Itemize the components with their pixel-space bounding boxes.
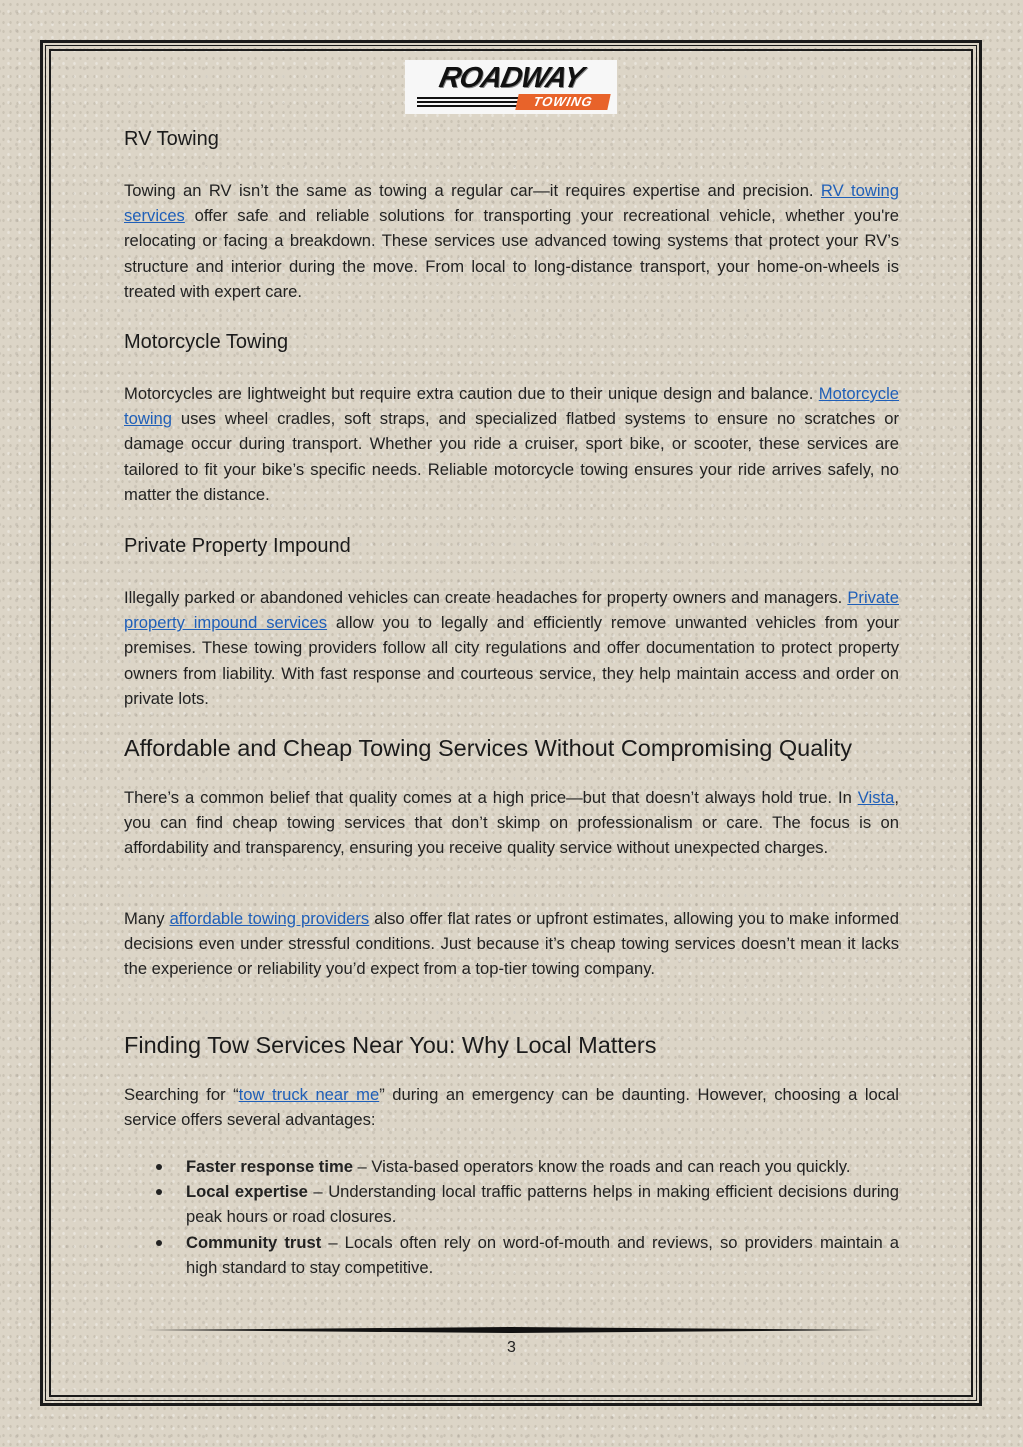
logo-speed-lines <box>417 97 527 107</box>
roadway-towing-logo <box>405 60 617 114</box>
bullet-icon <box>156 1164 162 1170</box>
logo-subtitle: TOWING <box>515 94 610 110</box>
link-tow-truck-near-me[interactable]: tow truck near me <box>238 1085 380 1104</box>
paragraph-rv-towing: Towing an RV isn’t the same as towing a regular car—it requires expertise and precision. RV towing services offer safe and reliable solutions for transporting your recreational vehicle, whether you're relocating or facing a breakdown. These services use advanced towing systems that protect your RV’s structure and interior during the move. From local to long-distance transport, your home-on-wheels is treated with expert care. <box>124 181 900 301</box>
link-vista[interactable]: Vista <box>857 788 895 807</box>
heading-private-property-impound: Private Property Impound <box>124 535 351 557</box>
list-item: Local expertise – Understanding local traffic patterns helps in making efficient decisions during peak hours or road closures. <box>124 1179 899 1229</box>
paragraph-motorcycle-towing: Motorcycles are lightweight but require extra caution due to their unique design and balance. Motorcycle towing uses wheel cradles, soft straps, and specialized flatbed systems to ensure no scratches or damage occur during transport. Whether you ride a cruiser, sport bike, or scooter, these services are tailored to fit your bike’s specific needs. Reliable motorcycle towing ensures your ride arrives safely, no matter the distance. <box>124 384 899 504</box>
link-affordable-towing-providers[interactable]: affordable towing providers <box>169 909 370 928</box>
link-motorcycle-towing[interactable]: Motorcycle towing <box>124 384 899 429</box>
list-item: Community trust – Locals often rely on word-of-mouth and reviews, so providers maintain a high standard to stay competitive. <box>124 1230 899 1280</box>
paragraph-finding-tow-services: Searching for “tow truck near me” during an emergency can be daunting. However, choosing a local service offers several advantages: <box>124 1085 899 1130</box>
page-number: 3 <box>507 1339 516 1356</box>
link-rv-towing-services[interactable]: RV towing services <box>124 181 900 226</box>
paragraph-affordable-towing-2: Many affordable towing providers also offer flat rates or upfront estimates, allowing you to make informed decisions even under stressful conditions. Just because it’s cheap towing services doesn’t mean it lacks the experience or reliability you’d expect from a top-tier towing company. <box>124 909 900 979</box>
bullet-icon <box>156 1240 162 1246</box>
logo-brand-text: ROADWAY <box>436 62 586 94</box>
advantages-list <box>124 1154 899 1280</box>
list-item: Faster response time – Vista-based operators know the roads and can reach you quickly. <box>124 1154 899 1179</box>
heading-motorcycle-towing: Motorcycle Towing <box>124 331 289 353</box>
heading-affordable-towing: Affordable and Cheap Towing Services Without Compromising Quality <box>124 735 852 761</box>
paragraph-private-property-impound: Illegally parked or abandoned vehicles can create headaches for property owners and managers. Private property impound services allow you to legally and efficiently remove unwanted vehicles from your premises. These towing providers follow all city regulations and offer documentation to protect property owners from liability. With fast response and courteous service, they help maintain access and order on private lots. <box>124 588 899 708</box>
heading-finding-tow-services: Finding Tow Services Near You: Why Local Matters <box>124 1032 657 1058</box>
heading-rv-towing: RV Towing <box>124 128 219 150</box>
footer-divider <box>143 1327 881 1333</box>
link-private-property-impound-services[interactable]: Private property impound services <box>124 588 899 633</box>
paragraph-affordable-towing-1: There’s a common belief that quality comes at a high price—but that doesn’t always hold true. In Vista, you can find cheap towing services that don’t skimp on professionalism or care. The focus is on affordability and transparency, ensuring you receive quality service without unexpected charges. <box>124 788 899 858</box>
bullet-icon <box>156 1189 162 1195</box>
